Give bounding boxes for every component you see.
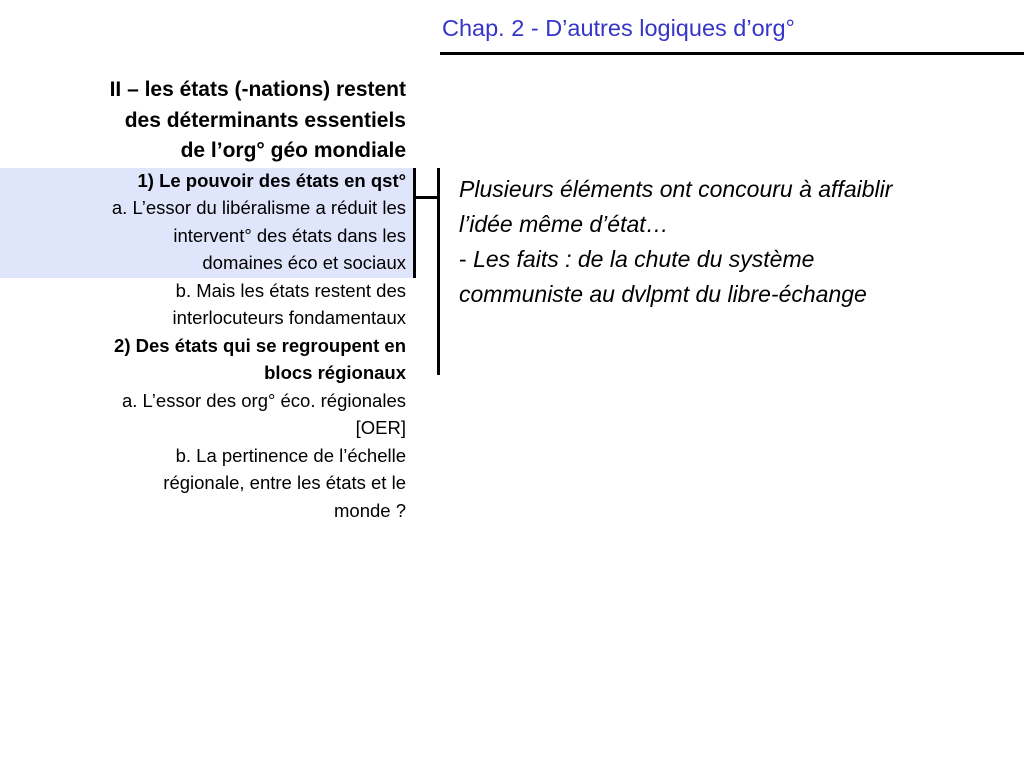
section1-a-line: intervent° des états dans les: [173, 224, 406, 246]
section1-b-line: interlocuteurs fondamentaux: [172, 307, 406, 328]
bullet-dash: -: [459, 246, 467, 272]
slide-header: [440, 12, 1024, 54]
section2-b-line: b. La pertinence de l’échelle: [175, 444, 406, 466]
section1-b-line: b. Mais les états restent des: [175, 279, 406, 301]
section2-heading-line: 2) Des états qui se regroupent en: [114, 334, 406, 356]
section1-heading: 1) Le pouvoir des états en qst°: [137, 169, 406, 191]
content-bullet-line: [459, 242, 1019, 277]
section1-a-line: domaines éco et sociaux: [202, 252, 406, 273]
outline: [0, 75, 416, 524]
section2-a-line: [OER]: [355, 417, 406, 438]
content-block: [459, 172, 1019, 312]
part-heading-line: II – les états (-nations) restent: [109, 78, 406, 101]
part-heading-line: des déterminants essentiels: [124, 108, 406, 132]
bracket-line: [437, 168, 440, 375]
part-heading-line: de l’org° géo mondiale: [180, 139, 406, 162]
section2-b-line: régionale, entre les états et le: [163, 472, 406, 493]
bracket-stub: [413, 168, 416, 278]
bullet-text: Les faits : de la chute du système: [473, 246, 815, 272]
section2-heading-line: blocs régionaux: [264, 362, 406, 383]
content-paragraph-line: l’idée même d’état…: [459, 211, 669, 237]
content-bullet-line: communiste au dvlpmt du libre-échange: [459, 281, 867, 307]
section2-a-line: a. L’essor des org° éco. régionales: [121, 389, 406, 411]
title-rule: [440, 52, 1024, 55]
slide-title: Chap. 2 - D’autres logiques d’org°: [442, 15, 795, 41]
section1-a-line: a. L’essor du libéralisme a réduit les: [111, 197, 406, 218]
content-paragraph-line: Plusieurs éléments ont concouru à affaiblir: [459, 176, 893, 202]
section2-b-line: monde ?: [334, 499, 406, 521]
